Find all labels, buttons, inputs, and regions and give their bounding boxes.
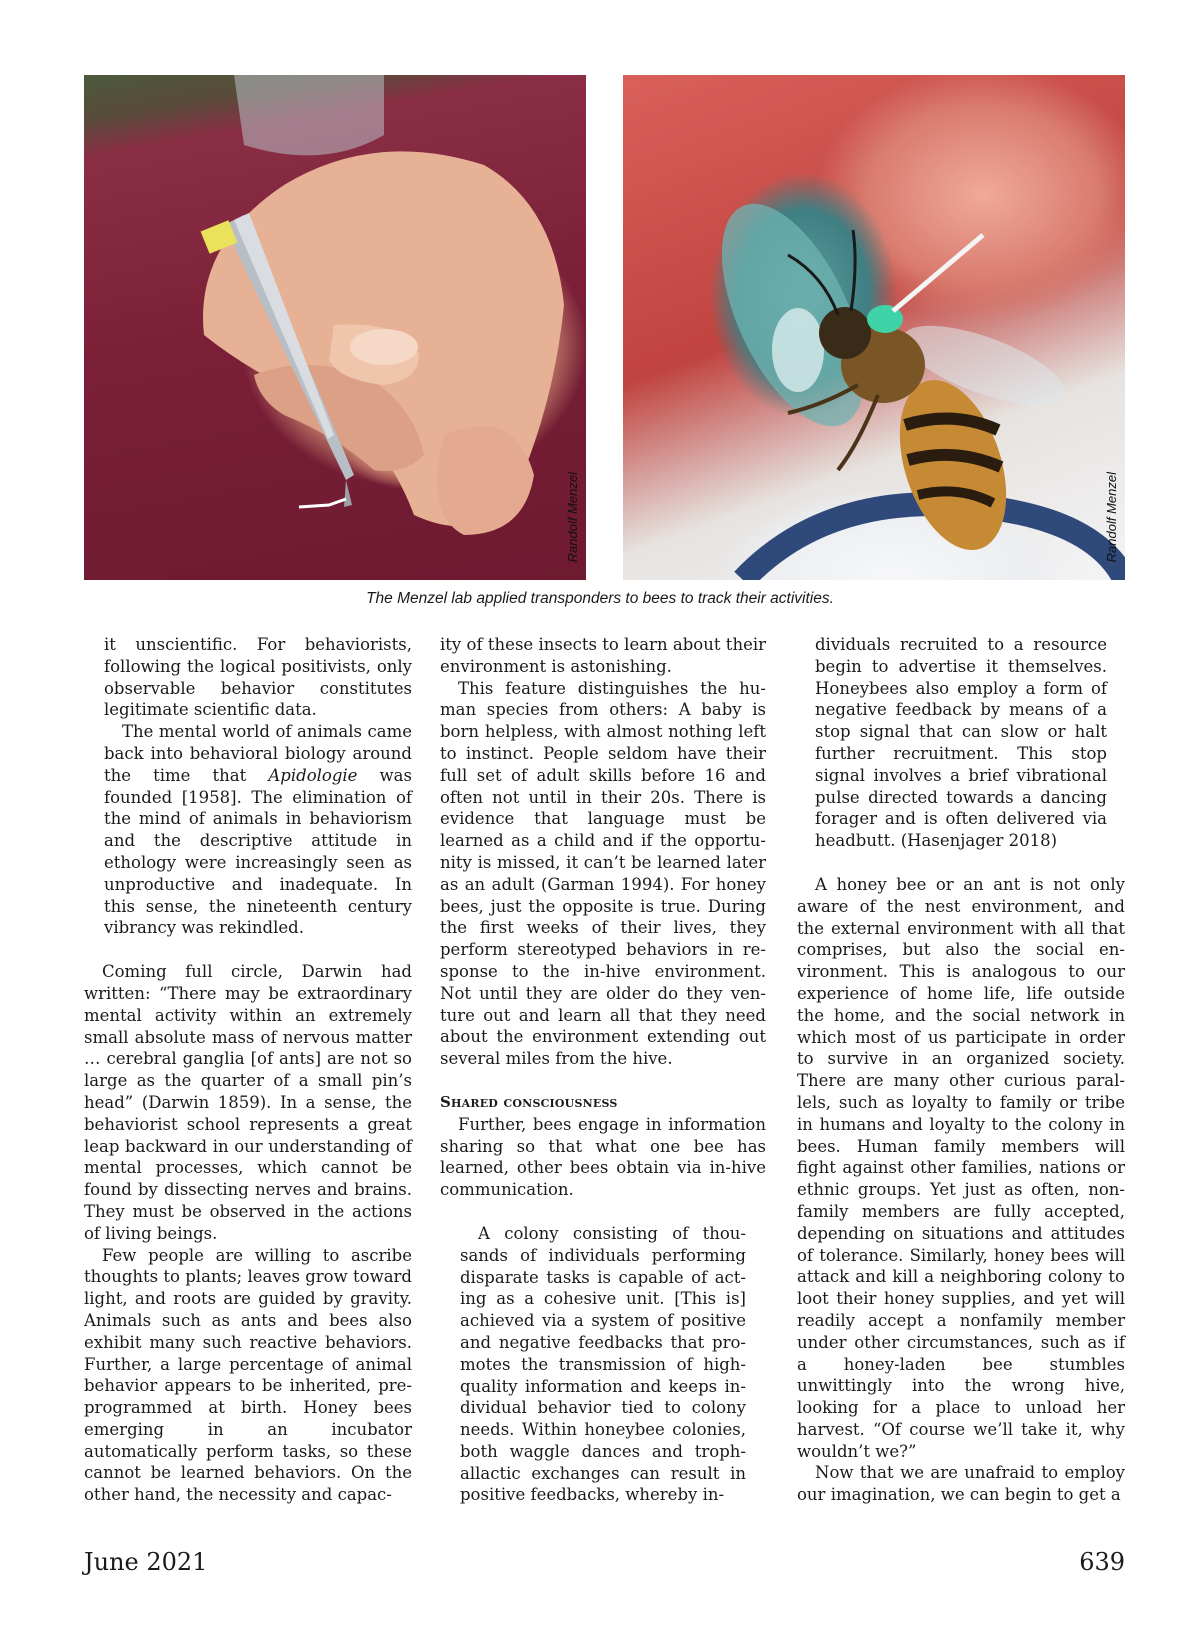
- bee-illustration: [623, 75, 1125, 580]
- section-heading: Shared consciousness: [440, 1092, 618, 1111]
- text-column-2: [440, 634, 766, 1506]
- page-number: 639: [1079, 1548, 1125, 1576]
- paragraph: A honey bee or an ant is not only aware of the nest environment, and the external environment with all that comprises, but also the social environment. This is analogous to our experience of home life, life outside the home, and the social network in which most of us participate in order to survive in an organized society. There are many other curious parallels, such as loyalty to family or tribe in humans and loyalty to the colony in bees. Human family members will fight against other families, nations or ethnic groups. Yet just as often, nonfamily members are fully accepted, depending on situations and attitudes of tolerance. Similarly, honey bees will attack and kill a neighboring colony to loot their honey supplies, and yet will readily accept a nonfamily member under other circumstances, such as if a honey-laden bee stumbles unwittingly into the wrong hive, looking for a place to unload her harvest. “Of course we’ll take it, why wouldn’t we?”: [797, 874, 1125, 1461]
- text-run: was founded [1958]. The elimination of the mind of animals in behaviorism and the descriptive attitude in ethology were increasingly seen as unproductive and inadequate. In this sense, the nineteenth century vibrancy was rekindled.: [104, 765, 412, 938]
- block-quote: A colony consisting of thousands of individuals performing disparate tasks is capable of acting as a cohesive unit. [This is] achieved via a system of positive and negative feedbacks that promotes the transmission of high-quality information and keeps individual behavior tied to colony needs. Within honeybee colonies, both waggle dances and trophallactic exchanges can result in positive feedbacks, whereby in-: [460, 1223, 746, 1505]
- photo-credit-left: Randolf Menzel: [565, 471, 580, 562]
- photo-credit-right: Randolf Menzel: [1104, 471, 1119, 562]
- paragraph: Coming full circle, Darwin had written: “There may be extraordinary mental activity within an extremely small absolute mass of nervous matter … cerebral ganglia [of ants] are not so large as the quarter of a small pin’s head” (Darwin 1859). In a sense, the behaviorist school represents a great leap backward in our understanding of mental processes, which cannot be found by dissecting nerves and brains. They must be observed in the actions of living beings.: [84, 962, 412, 1243]
- paragraph: ity of these insects to learn about their environment is astonishing.: [440, 635, 766, 676]
- photo-hand-forceps: [84, 75, 586, 580]
- paragraph: Now that we are unafraid to employ our imagination, we can begin to get a: [797, 1463, 1125, 1505]
- paragraph: This feature distinguishes the human species from others: A baby is born helpless, with almost nothing left to instinct. People seldom have their full set of adult skills before 16 and often not until in their 20s. There is evidence that language must be learned as a child and if the opportunity is missed, it can’t be learned later as an adult (Garman 1994). For honey bees, just the opposite is true. During the first weeks of their lives, they perform stereotyped behaviors in response to the in-hive environment. Not until they are older do they venture out and learn all that they need about the environment extending out several miles from the hive.: [440, 678, 766, 1069]
- block-quote: dividuals recruited to a resource begin to advertise it themselves. Honeybees also employ a form of negative feedback by means of a stop signal that can slow or halt further recruitment. This stop signal involves a brief vibrational pulse directed towards a dancing forager and is often delivered via headbutt. (Hasenjager 2018): [815, 635, 1107, 851]
- paragraph: it unscientific. For behaviorists, following the logical positivists, only observable behavior constitutes legitimate scientific data.: [104, 635, 412, 720]
- text-column-3: [797, 634, 1125, 1506]
- paragraph: Few people are willing to ascribe thoughts to plants; leaves grow toward light, and roots are guided by gravity. Animals such as ants and bees also exhibit many such reactive behaviors. Further, a large percentage of animal behavior appears to be inherited, pre-programmed at birth. Honey bees emerging in an incubator automatically perform tasks, so these cannot be learned behaviors. On the other hand, the necessity and capac-: [84, 1245, 412, 1505]
- text-column-1: [84, 634, 412, 1506]
- journal-title: Apidologie: [268, 765, 358, 785]
- figure-caption: The Menzel lab applied transponders to bees to track their activities.: [366, 590, 834, 607]
- hand-forceps-illustration: [84, 75, 586, 580]
- text-run: The mental world of animals came back into behavioral biology around the time that: [104, 722, 412, 785]
- photo-bee-transponder: [623, 75, 1125, 580]
- paragraph: Further, bees engage in information sharing so that what one bee has learned, other bees obtain via in-hive communication.: [440, 1114, 766, 1200]
- paragraph: [104, 721, 412, 939]
- footer-date: June 2021: [84, 1548, 208, 1576]
